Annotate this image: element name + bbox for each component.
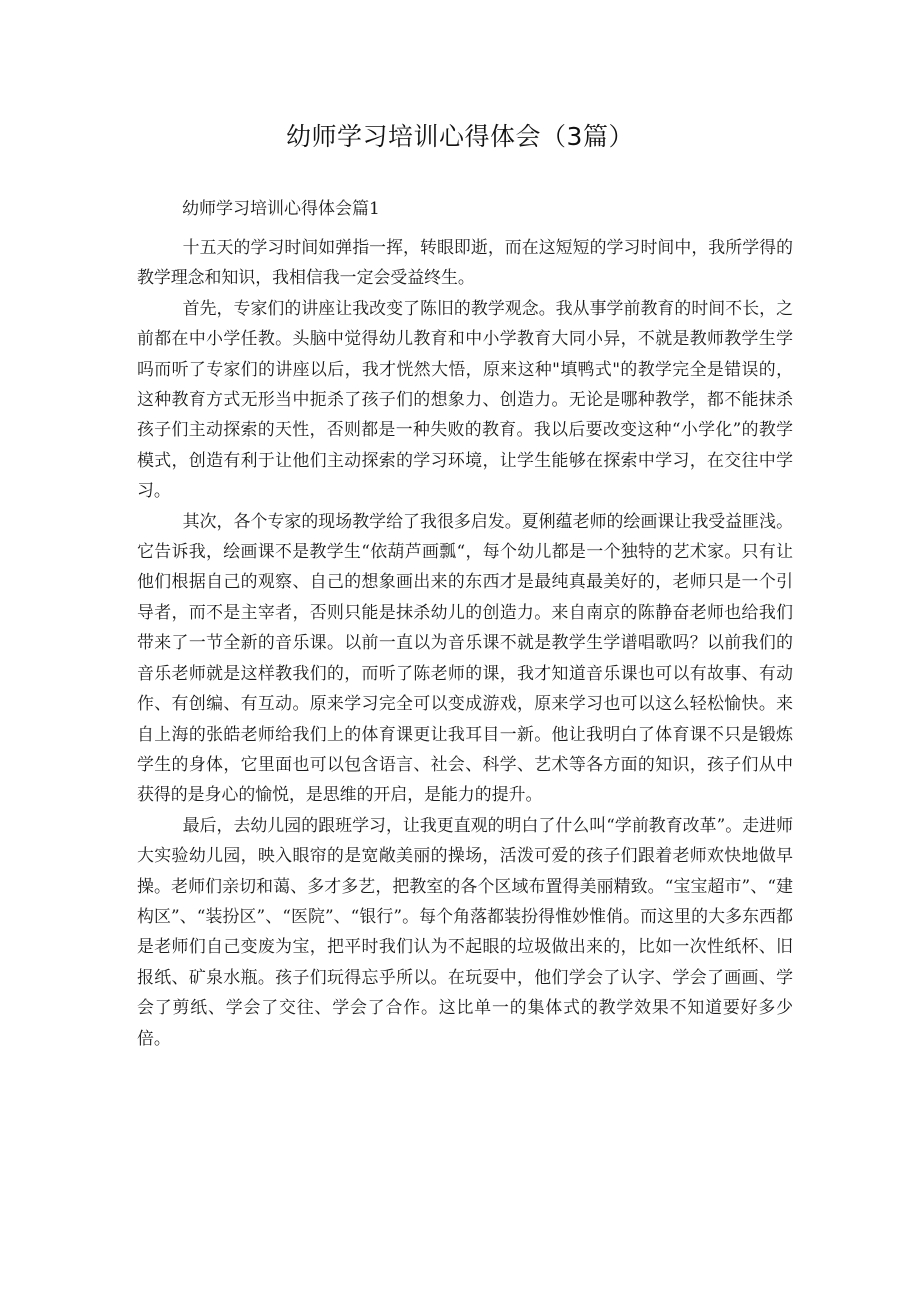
paragraph: 首先，专家们的讲座让我改变了陈旧的教学观念。我从事学前教育的时间不长，之前都在中小学任教。头脑中觉得幼儿教育和中小学教育大同小异，不就是教师教学生学吗而听了专家们的讲座以后，我才恍然大悟，原来这种"填鸭式"的教学完全是错误的，这种教育方式无形当中扼杀了孩子们的想象力、创造力。无论是哪种教学，都不能抹杀孩子们主动探索的天性，否则都是一种失败的教育。我以后要改变这种“小学化”的教学模式，创造有利于让他们主动探索的学习环境，让学生能够在探索中学习，在交往中学习。: [137, 297, 793, 501]
document-title: 幼师学习培训心得体会（3篇）: [286, 122, 634, 151]
section-heading: 幼师学习培训心得体会篇1: [182, 199, 380, 219]
paragraph: 十五天的学习时间如弹指一挥，转眼即逝，而在这短短的学习时间中，我所学得的教学理念和知识，我相信我一定会受益终生。: [137, 237, 793, 288]
document-body: [137, 232, 793, 1053]
paragraph: 其次，各个专家的现场教学给了我很多启发。夏俐蕴老师的绘画课让我受益匪浅。它告诉我，绘画课不是教学生“依葫芦画瓢“，每个幼儿都是一个独特的艺术家。只有让他们根据自己的观察、自己的想象画出来的东西才是最纯真最美好的，老师只是一个引导者，而不是主宰者，否则只能是抹杀幼儿的创造力。来自南京的陈静奋老师也给我们带来了一节全新的音乐课。以前一直以为音乐课不就是教学生学谱唱歌吗？以前我们的音乐老师就是这样教我们的，而听了陈老师的课，我才知道音乐课也可以有故事、有动作、有创编、有互动。原来学习完全可以变成游戏，原来学习也可以这么轻松愉快。来自上海的张皓老师给我们上的体育课更让我耳目一新。他让我明白了体育课不只是锻炼学生的身体，它里面也可以包含语言、社会、科学、艺术等各方面的知识，孩子们从中获得的是身心的愉悦，是思维的开启，是能力的提升。: [137, 510, 793, 805]
paragraph: 最后，去幼儿园的跟班学习，让我更直观的明白了什么叫“学前教育改革”。走进师大实验幼儿园，映入眼帘的是宽敞美丽的操场，活泼可爱的孩子们跟着老师欢快地做早操。老师们亲切和蔼、多才多艺，把教室的各个区域布置得美丽精致。“宝宝超市”、“建构区”、“装扮区”、“医院”、“银行”。每个角落都装扮得惟妙惟俏。而这里的大多东西都是老师们自己变废为宝，把平时我们认为不起眼的垃圾做出来的，比如一次性纸杯、旧报纸、矿泉水瓶。孩子们玩得忘乎所以。在玩耍中，他们学会了认字、学会了画画、学会了剪纸、学会了交往、学会了合作。这比单一的集体式的教学效果不知道要好多少倍。: [137, 814, 793, 1048]
